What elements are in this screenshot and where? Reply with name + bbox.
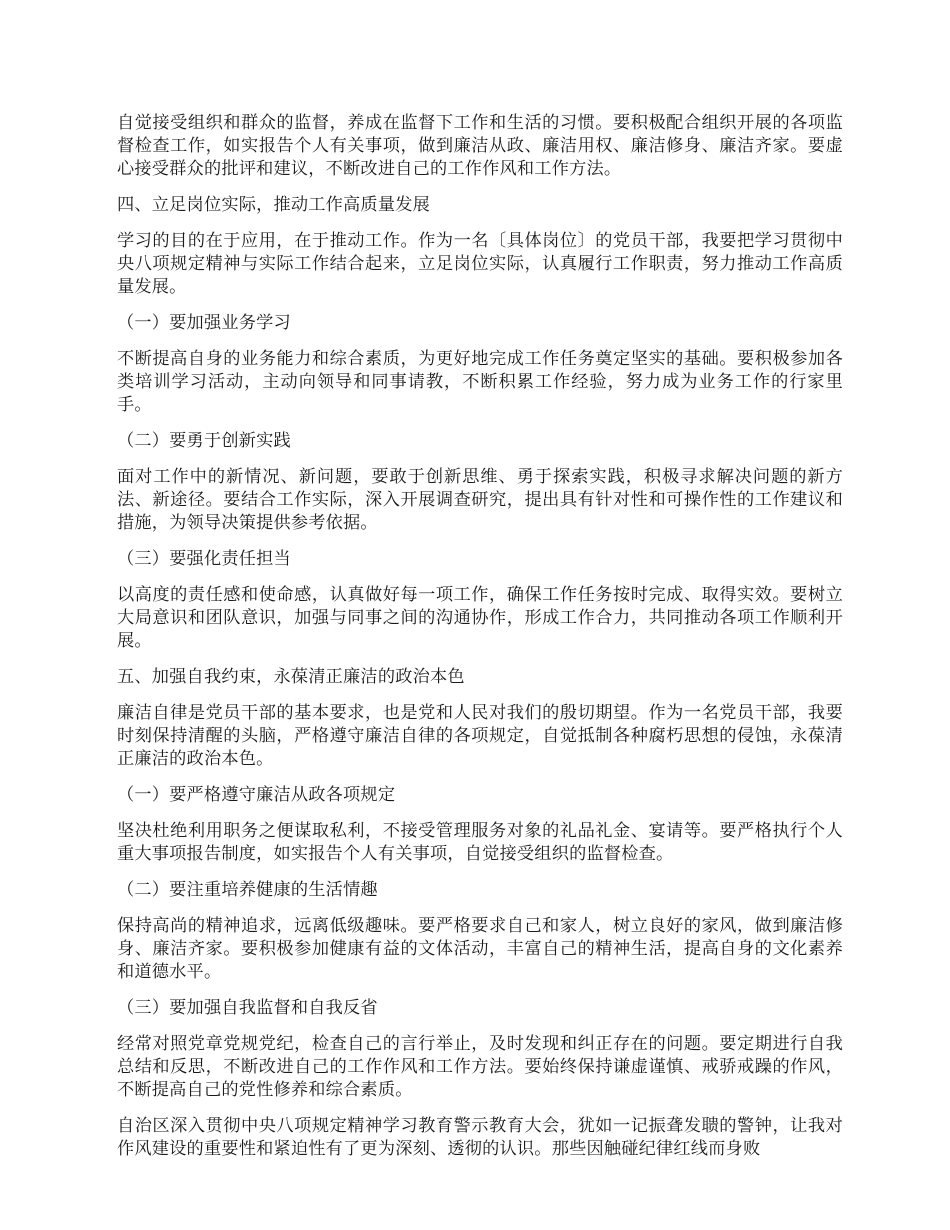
- paragraph: 自觉接受组织和群众的监督，养成在监督下工作和生活的习惯。要积极配合组织开展的各项监督检查工作，如实报告个人有关事项，做到廉洁从政、廉洁用权、廉洁修身、廉洁齐家。要虚心接受群众的批评和建议，不断改进自己的工作作风和工作方法。: [117, 113, 843, 179]
- paragraph: 坚决杜绝利用职务之便谋取私利，不接受管理服务对象的礼品礼金、宴请等。要严格执行个人重大事项报告制度，如实报告个人有关事项，自觉接受组织的监督检查。: [117, 821, 843, 864]
- subsection-heading: （一）要严格遵守廉洁从政各项规定: [117, 785, 396, 805]
- paragraph: 学习的目的在于应用，在于推动工作。作为一名〔具体岗位〕的党员干部，我要把学习贯彻中央八项规定精神与实际工作结合起来，立足岗位实际，认真履行工作职责，努力推动工作高质量发展。: [117, 231, 843, 297]
- paragraph: 廉洁自律是党员干部的基本要求，也是党和人民对我们的殷切期望。作为一名党员干部，我要时刻保持清醒的头脑，严格遵守廉洁自律的各项规定，自觉抵制各种腐朽思想的侵蚀，永葆清正廉洁的政治本色。: [117, 703, 843, 769]
- section-heading: 四、立足岗位实际，推动工作高质量发展: [117, 195, 430, 215]
- paragraph: 经常对照党章党规党纪，检查自己的言行举止，及时发现和纠正存在的问题。要定期进行自我总结和反思，不断改进自己的工作作风和工作方法。要始终保持谦虚谨慎、戒骄戒躁的作风，不断提高自己的党性修养和综合素质。: [117, 1034, 843, 1100]
- paragraph: 不断提高自身的业务能力和综合素质，为更好地完成工作任务奠定坚实的基础。要积极参加各类培训学习活动，主动向领导和同事请教，不断积累工作经验，努力成为业务工作的行家里手。: [117, 349, 843, 415]
- document-page: [117, 112, 843, 1174]
- paragraph: 自治区深入贯彻中央八项规定精神学习教育警示教育大会，犹如一记振聋发聩的警钟，让我对作风建设的重要性和紧迫性有了更为深刻、透彻的认识。那些因触碰纪律红线而身败: [117, 1116, 843, 1159]
- subsection-heading: （一）要加强业务学习: [117, 313, 291, 333]
- section-heading: 五、加强自我约束，永葆清正廉洁的政治本色: [117, 667, 465, 687]
- paragraph: 保持高尚的精神追求，远离低级趣味。要严格要求自己和家人，树立良好的家风，做到廉洁修身、廉洁齐家。要积极参加健康有益的文体活动，丰富自己的精神生活，提高自身的文化素养和道德水平。: [117, 916, 843, 982]
- subsection-heading: （三）要加强自我监督和自我反省: [117, 998, 378, 1018]
- subsection-heading: （二）要注重培养健康的生活情趣: [117, 880, 378, 900]
- subsection-heading: （二）要勇于创新实践: [117, 431, 291, 451]
- paragraph: 面对工作中的新情况、新问题，要敢于创新思维、勇于探索实践，积极寻求解决问题的新方法、新途径。要结合工作实际，深入开展调查研究，提出具有针对性和可操作性的工作建议和措施，为领导决策提供参考依据。: [117, 467, 843, 533]
- subsection-heading: （三）要强化责任担当: [117, 549, 291, 569]
- paragraph: 以高度的责任感和使命感，认真做好每一项工作，确保工作任务按时完成、取得实效。要树立大局意识和团队意识，加强与同事之间的沟通协作，形成工作合力，共同推动各项工作顺利开展。: [117, 585, 843, 651]
